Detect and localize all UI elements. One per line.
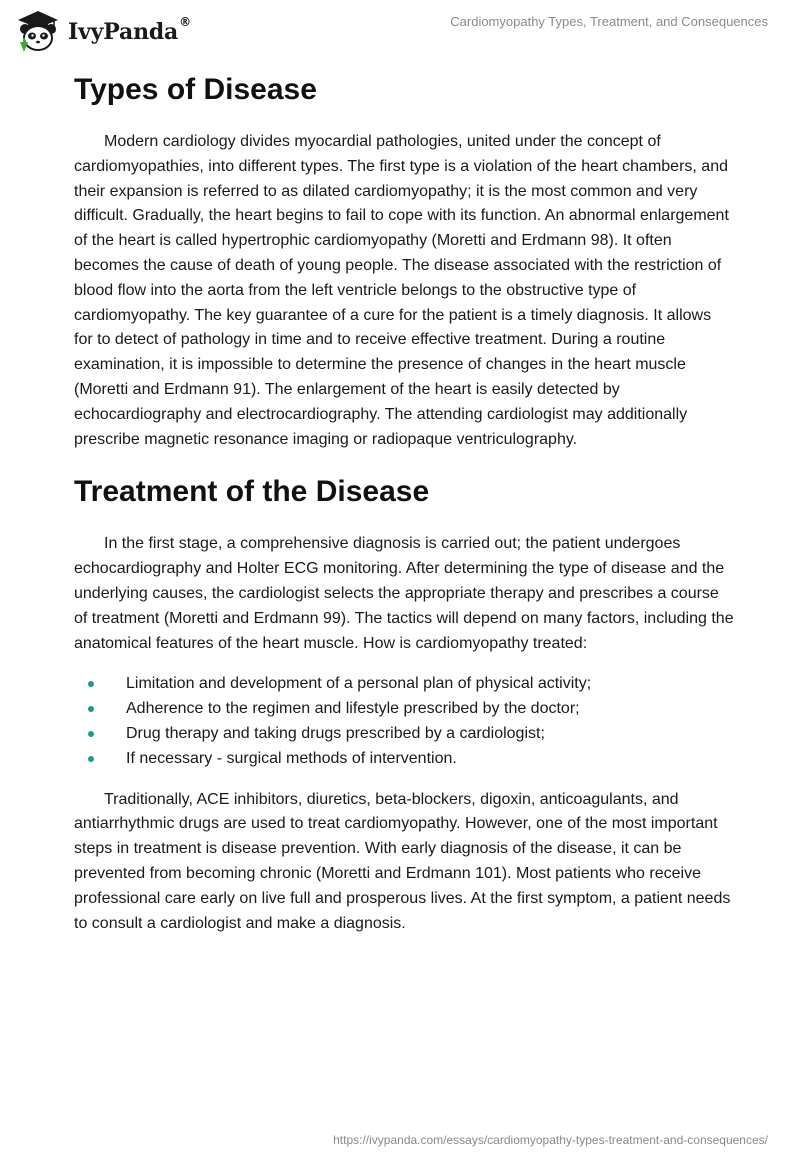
bullet-icon <box>88 681 94 687</box>
treatment-list <box>74 672 734 771</box>
paragraph-types: Modern cardiology divides myocardial pathologies, united under the concept of cardiomyopathies, into different types. The first type is a violation of the heart chambers, and their expansion is referred to as dilated cardiomyopathy; it is the most common and very difficult. Gradually, the heart begins to fail to cope with its function. An abnormal enlargement of the heart is called hypertrophic cardiomyopathy (Moretti and Erdmann 98). It often becomes the cause of death of young people. The disease associated with the restriction of blood flow into the aorta from the left ventricle belongs to the obstructive type of cardiomyopathy. The key guarantee of a cure for the patient is a timely diagnosis. It allows for to detect of pathology in time and to receive effective treatment. During a routine examination, it is impossible to determine the presence of changes in the heart muscle (Moretti and Erdmann 91). The enlargement of the heart is easily detected by echocardiography and electrocardiography. The attending cardiologist may additionally prescribe magnetic resonance imaging or radiopaque ventriculography. <box>74 133 729 448</box>
list-item: Drug therapy and taking drugs prescribed by a cardiologist; <box>74 722 734 747</box>
bullet-icon <box>88 706 94 712</box>
document-title: Cardiomyopathy Types, Treatment, and Consequences <box>450 14 768 29</box>
heading-types-of-disease: Types of Disease <box>74 73 317 106</box>
logo-wordmark: IvyPanda® <box>68 15 191 45</box>
ivypanda-logo[interactable] <box>14 8 191 56</box>
source-url[interactable]: https://ivypanda.com/essays/cardiomyopathy-types-treatment-and-consequences/ <box>333 1133 768 1147</box>
essay-content <box>74 72 734 936</box>
list-item: Limitation and development of a personal plan of physical activity; <box>74 672 734 697</box>
list-item: If necessary - surgical methods of intervention. <box>74 747 734 772</box>
bullet-icon <box>88 731 94 737</box>
bullet-icon <box>88 756 94 762</box>
heading-treatment: Treatment of the Disease <box>74 475 430 509</box>
list-item: Adherence to the regimen and lifestyle prescribed by the doctor; <box>74 697 734 722</box>
paragraph-treatment-drugs: Traditionally, ACE inhibitors, diuretics, beta-blockers, digoxin, anticoagulants, and antiarrhythmic drugs are used to treat cardiomyopathy. However, one of the most important steps in treatment is disease prevention. With early diagnosis of the disease, it can be prevented from becoming chronic (Moretti and Erdmann 101). Most patients who receive professional care early on live full and prosperous lives. At the first symptom, a patient needs to consult a cardiologist and make a diagnosis. <box>74 790 731 932</box>
paragraph-treatment-intro: In the first stage, a comprehensive diagnosis is carried out; the patient undergoes echocardiography and Holter ECG monitoring. After determining the type of disease and the underlying causes, the cardiologist selects the appropriate therapy and prescribes a course of treatment (Moretti and Erdmann 99). The tactics will depend on many factors, including the anatomical features of the heart muscle. How is cardiomyopathy treated: <box>74 535 734 652</box>
panda-graduate-icon <box>14 8 62 56</box>
page-header <box>0 0 800 60</box>
